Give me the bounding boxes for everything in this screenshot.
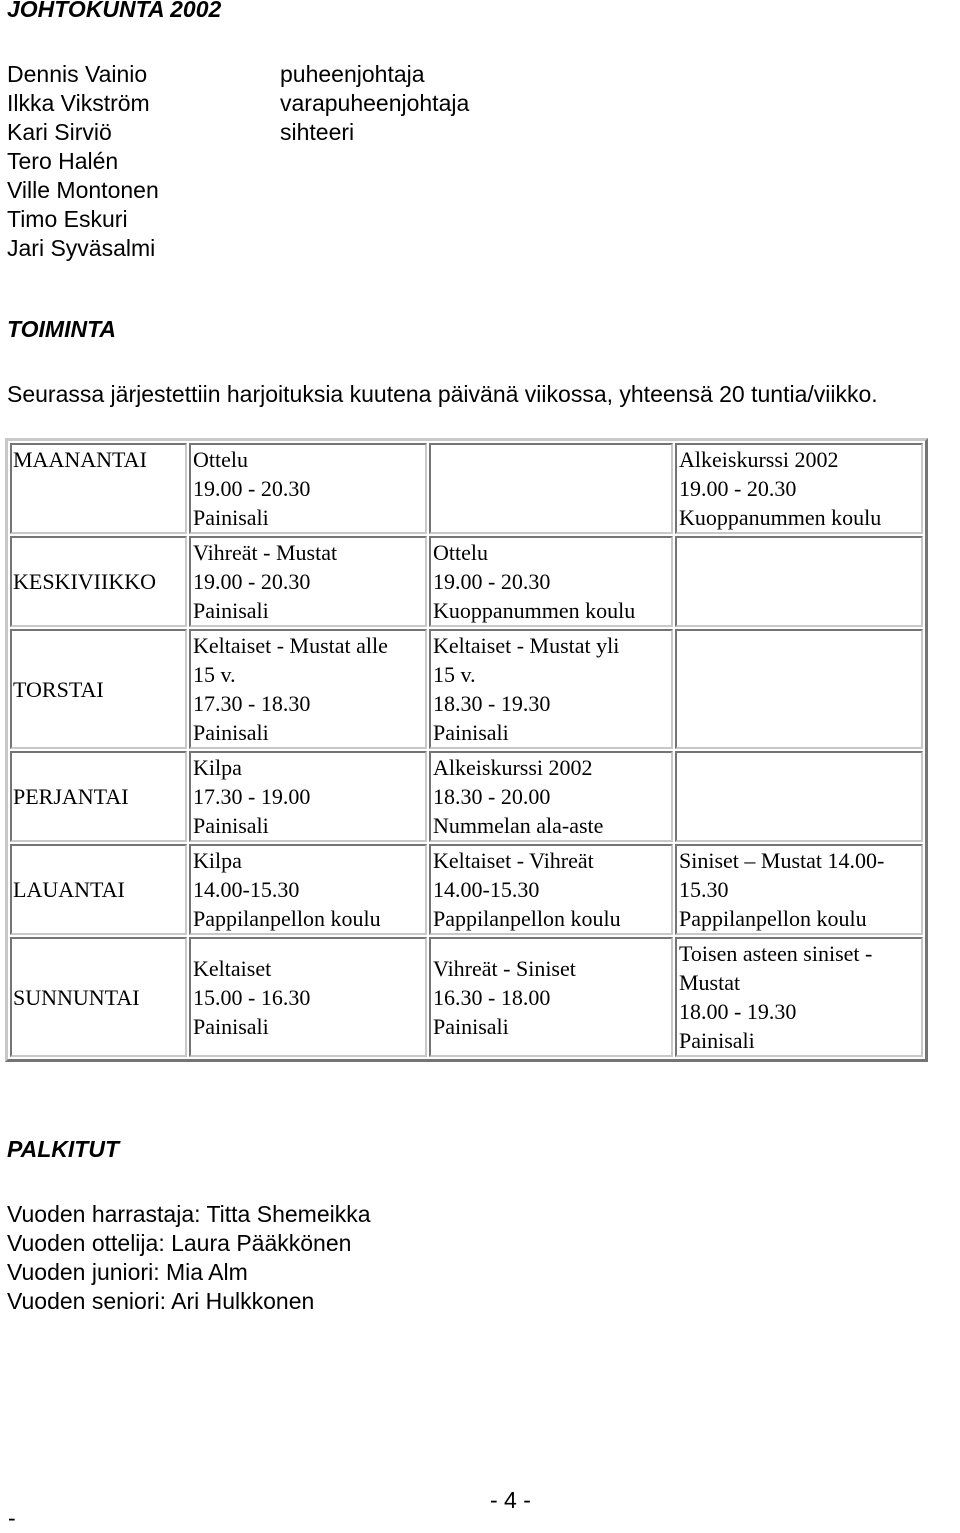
- board-member-name: Jari Syväsalmi: [7, 235, 156, 261]
- day-cell: TORSTAI: [10, 629, 187, 749]
- session-cell: [429, 629, 673, 749]
- award-item: Vuoden harrastaja: Titta Shemeikka: [7, 1201, 371, 1227]
- day-cell: SUNNUNTAI: [10, 937, 187, 1057]
- award-item: Vuoden ottelija: Laura Pääkkönen: [7, 1230, 352, 1256]
- table-row: [10, 751, 923, 842]
- session-text: Keltaiset - Vihreät 14.00-15.30 Pappilanpellon koulu: [433, 848, 621, 931]
- activity-title: TOIMINTA: [7, 316, 117, 342]
- session-cell: [189, 536, 427, 627]
- table-row: [10, 844, 923, 935]
- session-cell: [675, 536, 923, 627]
- awards-title: PALKITUT: [7, 1136, 120, 1162]
- session-text: Keltaiset - Mustat yli 15 v. 18.30 - 19.30 Painisali: [433, 633, 620, 745]
- session-cell: [429, 443, 673, 534]
- session-cell: [429, 844, 673, 935]
- board-member-name: Dennis Vainio: [7, 61, 148, 87]
- session-text: Alkeiskurssi 2002 19.00 - 20.30 Kuoppanummen koulu: [679, 447, 882, 530]
- session-text: Kilpa 14.00-15.30 Pappilanpellon koulu: [193, 848, 381, 931]
- award-item: Vuoden seniori: Ari Hulkkonen: [7, 1288, 315, 1314]
- session-text: Keltaiset - Mustat alle 15 v. 17.30 - 18.30 Painisali: [193, 633, 388, 745]
- day-cell: MAANANTAI: [10, 443, 187, 534]
- board-member-roles: [280, 60, 469, 147]
- session-cell: [675, 844, 923, 935]
- session-cell: [189, 751, 427, 842]
- session-cell: [675, 629, 923, 749]
- board-member-name: Tero Halén: [7, 148, 119, 174]
- session-cell: [189, 629, 427, 749]
- board-member-names: [7, 60, 159, 263]
- session-text: Kilpa 17.30 - 19.00 Painisali: [193, 755, 311, 838]
- day-cell: LAUANTAI: [10, 844, 187, 935]
- board-member-name: Ville Montonen: [7, 177, 159, 203]
- table-row: [10, 629, 923, 749]
- board-member-role: puheenjohtaja: [280, 61, 425, 87]
- session-text: Ottelu 19.00 - 20.30 Painisali: [193, 447, 311, 530]
- session-text: Alkeiskurssi 2002 18.30 - 20.00 Nummelan ala-aste: [433, 755, 604, 838]
- session-cell: [189, 937, 427, 1057]
- session-cell: [675, 443, 923, 534]
- session-cell: [675, 751, 923, 842]
- page-number: - 4 -: [490, 1487, 531, 1513]
- day-cell: PERJANTAI: [10, 751, 187, 842]
- session-cell: [429, 937, 673, 1057]
- award-item: Vuoden juniori: Mia Alm: [7, 1259, 248, 1285]
- session-text: Siniset – Mustat 14.00- 15.30 Pappilanpellon koulu: [679, 848, 885, 931]
- session-cell: [189, 443, 427, 534]
- activity-description: Seurassa järjestettiin harjoituksia kuutena päivänä viikossa, yhteensä 20 tuntia/viikko.: [7, 381, 878, 407]
- board-member-role: sihteeri: [280, 119, 355, 145]
- session-cell: [189, 844, 427, 935]
- session-text: Vihreät - Mustat 19.00 - 20.30 Painisali: [193, 540, 338, 623]
- awards-list: [7, 1200, 371, 1316]
- session-cell: [675, 937, 923, 1057]
- day-cell: KESKIVIIKKO: [10, 536, 187, 627]
- training-schedule-table: [5, 438, 928, 1062]
- board-title: JOHTOKUNTA 2002: [7, 0, 222, 22]
- board-member-name: Kari Sirviö: [7, 119, 112, 145]
- session-cell: [429, 536, 673, 627]
- footer-dash: -: [8, 1505, 16, 1531]
- session-text: Ottelu 19.00 - 20.30 Kuoppanummen koulu: [433, 540, 636, 623]
- session-cell: [429, 751, 673, 842]
- session-text: Toisen asteen siniset - Mustat 18.00 - 19.30 Painisali: [679, 941, 873, 1053]
- board-member-name: Ilkka Vikström: [7, 90, 150, 116]
- table-row: [10, 536, 923, 627]
- board-member-name: Timo Eskuri: [7, 206, 128, 232]
- board-member-role: varapuheenjohtaja: [280, 90, 470, 116]
- session-text: Keltaiset 15.00 - 16.30 Painisali: [193, 955, 311, 1039]
- table-row: [10, 443, 923, 534]
- table-row: [10, 937, 923, 1057]
- session-text: Vihreät - Siniset 16.30 - 18.00 Painisali: [433, 955, 576, 1039]
